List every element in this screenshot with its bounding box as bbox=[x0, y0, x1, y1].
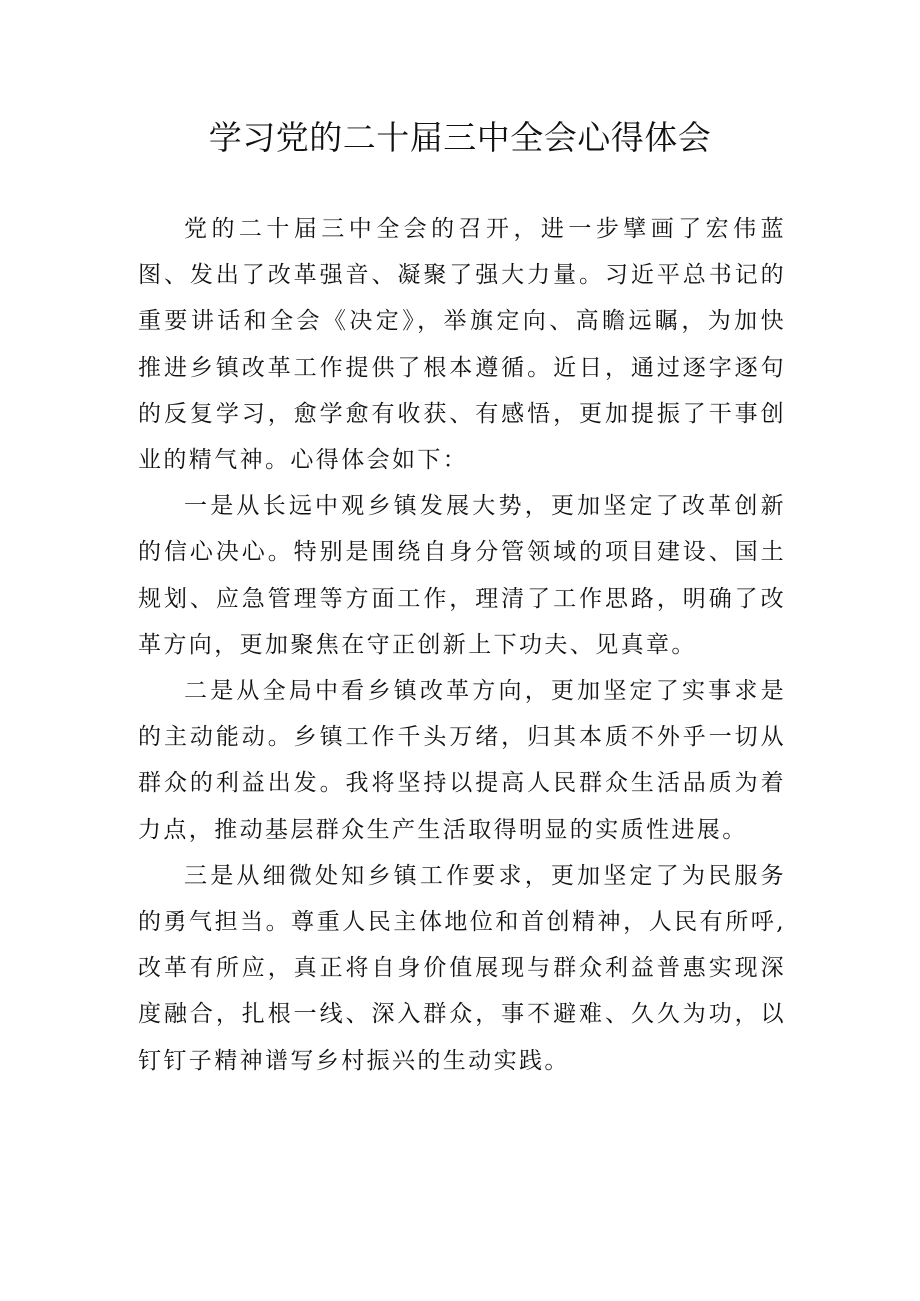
paragraph-intro: 党的二十届三中全会的召开，进一步擘画了宏伟蓝图、发出了改革强音、凝聚了强大力量。习近平总书记的重要讲话和全会《决定》，举旗定向、高瞻远瞩，为加快推进乡镇改革工作提供了根本遵循。近日，通过逐字逐句的反复学习，愈学愈有收获、有感悟，更加提振了干事创业的精气神。心得体会如下： bbox=[138, 216, 786, 474]
document-title: 学习党的二十届三中全会心得体会 bbox=[208, 118, 712, 157]
paragraph-point-one: 一是从长远中观乡镇发展大势，更加坚定了改革创新的信心决心。特别是围绕自身分管领域的项目建设、国土规划、应急管理等方面工作，理清了工作思路，明确了改革方向，更加聚焦在守正创新上下功夫、见真章。 bbox=[138, 493, 786, 658]
paragraph-point-three: 三是从细微处知乡镇工作要求，更加坚定了为民服务的勇气担当。尊重人民主体地位和首创精神，人民有所呼,改革有所应，真正将自身价值展现与群众利益普惠实现深度融合，扎根一线、深入群众，事不避难、久久为功，以钉钉子精神谱写乡村振兴的生动实践。 bbox=[138, 862, 786, 1074]
paragraph-point-two: 二是从全局中看乡镇改革方向，更加坚定了实事求是的主动能动。乡镇工作千头万绪，归其本质不外乎一切从群众的利益出发。我将坚持以提高人民群众生活品质为着力点，推动基层群众生产生活取得明显的实质性进展。 bbox=[138, 678, 786, 843]
document-body bbox=[138, 206, 786, 1084]
